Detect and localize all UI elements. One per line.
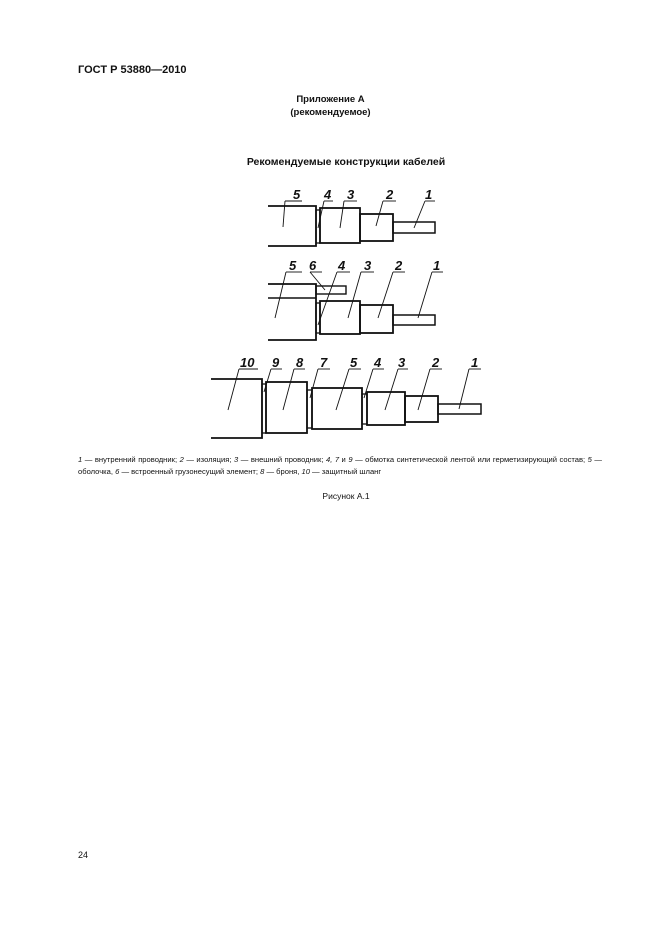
cable1-leaders <box>283 201 435 228</box>
cable1-insulation <box>360 214 393 241</box>
figure-legend <box>78 454 602 478</box>
cable3-label-8: 8 <box>296 355 304 370</box>
legend-num-5: 5 <box>587 455 592 464</box>
legend-num-2: 2 <box>179 455 184 464</box>
cable2-label-6: 6 <box>309 258 317 273</box>
legend-text-3: — внешний проводник; <box>238 455 326 464</box>
cable3-label-2: 2 <box>432 355 440 370</box>
cable3-insulation <box>405 396 438 422</box>
appendix-note: (рекомендуемое) <box>290 107 371 118</box>
cable1-label-1: 1 <box>425 187 433 202</box>
page-number: 24 <box>78 850 89 860</box>
cable3-label-1: 1 <box>471 355 479 370</box>
cable3-label-5: 5 <box>350 355 358 370</box>
legend-num-6: 6 <box>115 467 120 476</box>
cable-diagram-2 <box>268 258 443 340</box>
cable3-protective-hose <box>211 379 262 438</box>
cable3-sheath <box>312 388 362 429</box>
cable2-label-5: 5 <box>289 258 297 273</box>
legend-num-9: 9 <box>348 455 353 464</box>
cable1-label-4: 4 <box>324 187 332 202</box>
legend-num-1: 1 <box>78 455 83 464</box>
cable2-inner-conductor <box>393 315 435 325</box>
cable3-labels <box>240 355 478 370</box>
legend-text-5: — оболочка, <box>78 455 602 476</box>
legend-num-4-7: 4, 7 <box>325 455 340 464</box>
cable1-sheath <box>268 206 316 246</box>
legend-text-wrap: — обмотка синтетической лентой или герметизирующий состав; <box>352 455 588 464</box>
legend-text-10: — защитный шланг <box>309 467 382 476</box>
cable3-outer-conductor <box>367 392 405 425</box>
cable3-label-9: 9 <box>272 355 280 370</box>
figure-heading: Рекомендуемые конструкции кабелей <box>246 156 446 168</box>
cable1-labels <box>293 187 432 202</box>
cable3-label-7: 7 <box>320 355 328 370</box>
cable3-label-4: 4 <box>374 355 382 370</box>
cable2-outer-conductor <box>320 301 360 334</box>
cable3-label-10: 10 <box>240 355 255 370</box>
appendix-label: Приложение А <box>296 94 365 105</box>
cable-diagram-1 <box>268 187 435 246</box>
figure-caption: Рисунок А.1 <box>322 491 370 501</box>
cable2-label-3: 3 <box>364 258 372 273</box>
legend-text-1: — внутренний проводник; <box>82 455 180 464</box>
standard-code: ГОСТ Р 53880—2010 <box>78 64 187 76</box>
legend-num-3: 3 <box>234 455 239 464</box>
legend-num-10: 10 <box>301 467 310 476</box>
cable2-sheath <box>268 284 316 340</box>
cable2-labels <box>289 258 440 273</box>
cable3-label-3: 3 <box>398 355 406 370</box>
cable3-armor <box>266 382 307 433</box>
cable2-label-4: 4 <box>338 258 346 273</box>
legend-text-6: — встроенный грузонесущий элемент; <box>119 467 261 476</box>
cable1-label-5: 5 <box>293 187 301 202</box>
cable2-label-2: 2 <box>395 258 403 273</box>
cable2-insulation <box>360 305 393 333</box>
legend-text-and: и <box>339 455 349 464</box>
cable-diagram-3 <box>211 355 481 438</box>
cable1-label-2: 2 <box>386 187 394 202</box>
cable2-label-1: 1 <box>433 258 441 273</box>
cable1-label-3: 3 <box>347 187 355 202</box>
legend-text-8: — броня, <box>264 467 302 476</box>
legend-text-2: — изоляция; <box>183 455 234 464</box>
legend-num-8: 8 <box>260 467 265 476</box>
